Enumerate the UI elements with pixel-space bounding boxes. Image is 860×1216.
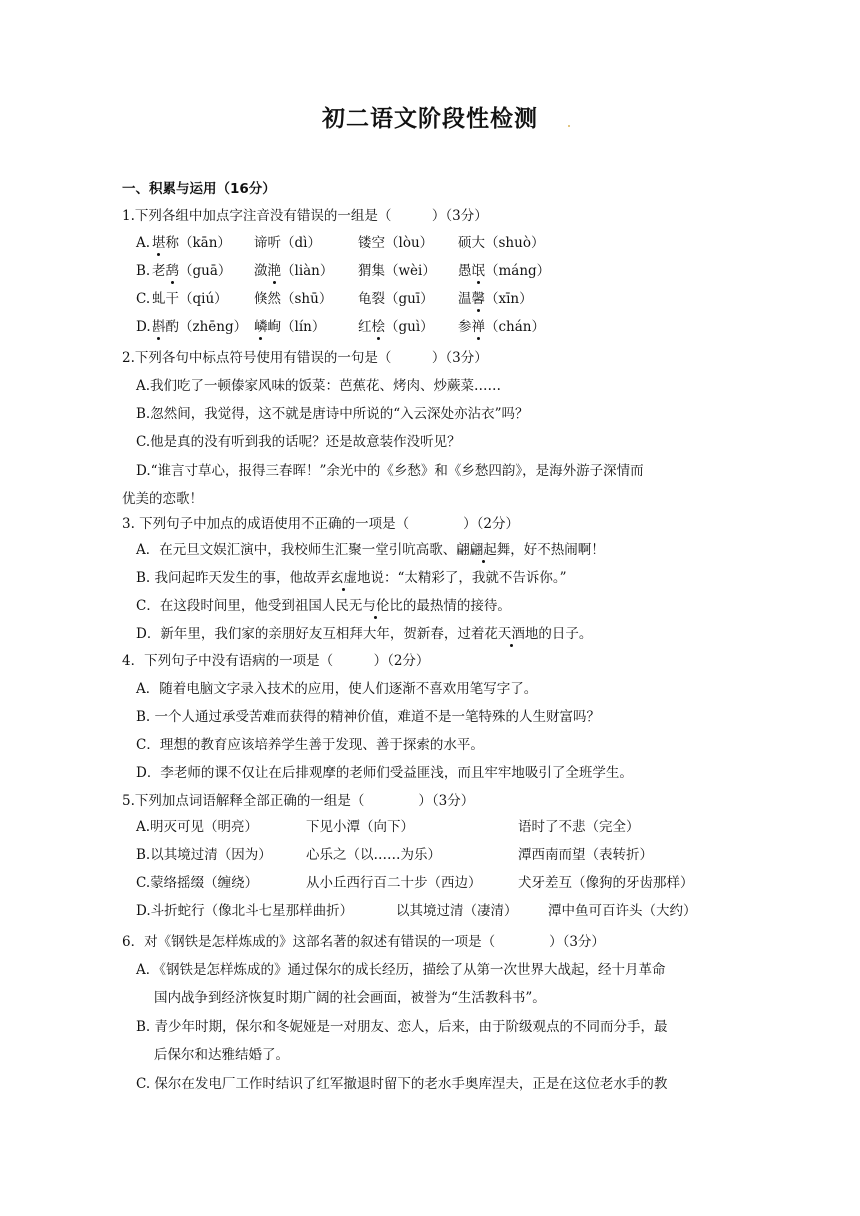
q1-d-word-3: 红桧（guì） [358,319,434,335]
q5-a-col2: 下见小潭（向下） [306,819,414,835]
question-4-stem: 4．下列句子中没有语病的一项是（ ）（2分） [122,653,430,669]
q6-option-b-line1: B. 青少年时期，保尔和冬妮娅是一对朋友、恋人，后来，由于阶级观点的不同而分手，最 [136,1019,668,1035]
q2-option-d-line2: 优美的恋歌！ [122,491,203,507]
q1-d-word-1: 斟酌（zhēng） [152,319,248,335]
q5-d-col1: D.斗折蛇行（像北斗七星那样曲折） [136,903,354,919]
q2-option-d-line1: D.“谁言寸草心，报得三春晖！”余光中的《乡愁》和《乡愁四韵》，是海外游子深情而 [136,463,644,479]
q5-d-col3: 潭中鱼可百许头（大约） [548,903,697,919]
q2-option-b: B.忽然间，我觉得，这不就是唐诗中所说的“入云深处亦沾衣”吗？ [136,406,529,422]
q2-option-a: A.我们吃了一顿傣家风味的饭菜：芭蕉花、烤肉、炒蕨菜…… [136,378,502,394]
q5-c-col2: 从小丘西行百二十步（西边） [306,875,482,891]
q3-option-c: C．在这段时间里，他受到祖国人民无与伦比的最热情的接待。 [136,598,511,614]
q1-b-word-1: 老鸹（guā） [152,263,232,279]
q4-option-c: C．理想的教育应该培养学生善于发现、善于探索的水平。 [136,737,484,753]
q1-a-word-2: 谛听（dì） [254,235,321,251]
q1-c-word-3: 龟裂（guī） [358,291,434,307]
q2-option-c: C.他是真的没有听到我的话呢？还是故意装作没听见？ [136,434,461,450]
q6-option-c-line1: C. 保尔在发电厂工作时结识了红军撤退时留下的老水手奥库涅夫，正是在这位老水手的教 [136,1076,668,1092]
q1-option-b-label: B. [136,263,151,279]
q5-c-col1: C.蒙络摇缀（缠绕） [136,875,259,891]
q4-option-d: D．李老师的课不仅让在后排观摩的老师们受益匪浅，而且牢牢地吸引了全班学生。 [136,765,633,781]
q5-c-col3: 犬牙差互（像狗的牙齿那样） [518,875,694,891]
page-title: 初二语文阶段性检测 [322,106,538,132]
q1-option-a-label: A. [136,235,151,251]
q1-b-word-4: 愚氓（máng） [458,263,551,279]
q1-c-word-4: 温馨（xīn） [458,291,533,307]
q5-d-col2: 以其境过清（凄清） [396,903,518,919]
q1-a-word-3: 镂空（lòu） [358,235,434,251]
question-3-stem: 3. 下列句子中加点的成语使用不正确的一项是（ ）（2分） [122,516,520,532]
q1-a-word-4: 硕大（shuò） [458,235,545,251]
q1-c-word-1: 虬干（qiú） [152,291,228,307]
q6-option-a-line2: 国内战争到经济恢复时期广阔的社会画面，被誉为“生活教科书”。 [154,990,546,1006]
question-6-stem: 6．对《钢铁是怎样炼成的》这部名著的叙述有错误的一项是（ ）（3分） [122,934,605,950]
question-2-stem: 2.下列各句中标点符号使用有错误的一句是（ ）（3分） [122,350,488,366]
q6-option-a-line1: A．《钢铁是怎样炼成的》通过保尔的成长经历，描绘了从第一次世界大战起，经十月革命 [136,962,666,978]
q1-option-d-label: D. [136,319,151,335]
q3-option-a: A．在元旦文娱汇演中，我校师生汇聚一堂引吭高歌、翩翩起舞，好不热闹啊！ [136,542,605,558]
q1-option-c-label: C. [136,291,151,307]
section-heading: 一、积累与运用（16分） [122,181,276,197]
q5-a-col3: 语时了不悲（完全） [518,819,640,835]
q4-option-a: A．随着电脑文字录入技术的应用，使人们逐渐不喜欢用笔写字了。 [136,681,538,697]
question-5-stem: 5.下列加点词语解释全部正确的一组是（ ）（3分） [122,793,475,809]
q1-b-word-3: 猬集（wèi） [358,263,436,279]
q3-option-b: B. 我问起昨天发生的事，他故弄玄虚地说：“太精彩了，我就不告诉你。” [136,570,567,586]
q5-b-col1: B.以其境过清（因为） [136,847,272,863]
scan-speck [568,125,570,127]
q5-b-col2: 心乐之（以……为乐） [306,847,441,863]
q6-option-b-line2: 后保尔和达雅结婚了。 [154,1047,289,1063]
q1-c-word-2: 倏然（shū） [254,291,333,307]
q4-option-b: B. 一个人通过承受苦难而获得的精神价值，难道不是一笔特殊的人生财富吗？ [136,709,601,725]
q1-a-word-1: 堪称（kān） [152,235,231,251]
q3-option-d: D．新年里，我们家的亲朋好友互相拜大年，贺新春，过着花天酒地的日子。 [136,626,593,642]
q1-d-word-4: 参禅（chán） [458,319,545,335]
question-1-stem: 1.下列各组中加点字注音没有错误的一组是（ ）（3分） [122,208,488,224]
q1-d-word-2: 嶙峋（lín） [254,319,326,335]
q1-b-word-2: 潋滟（liàn） [254,263,334,279]
q5-a-col1: A.明灭可见（明亮） [136,819,259,835]
q5-b-col3: 潭西南而望（表转折） [518,847,653,863]
